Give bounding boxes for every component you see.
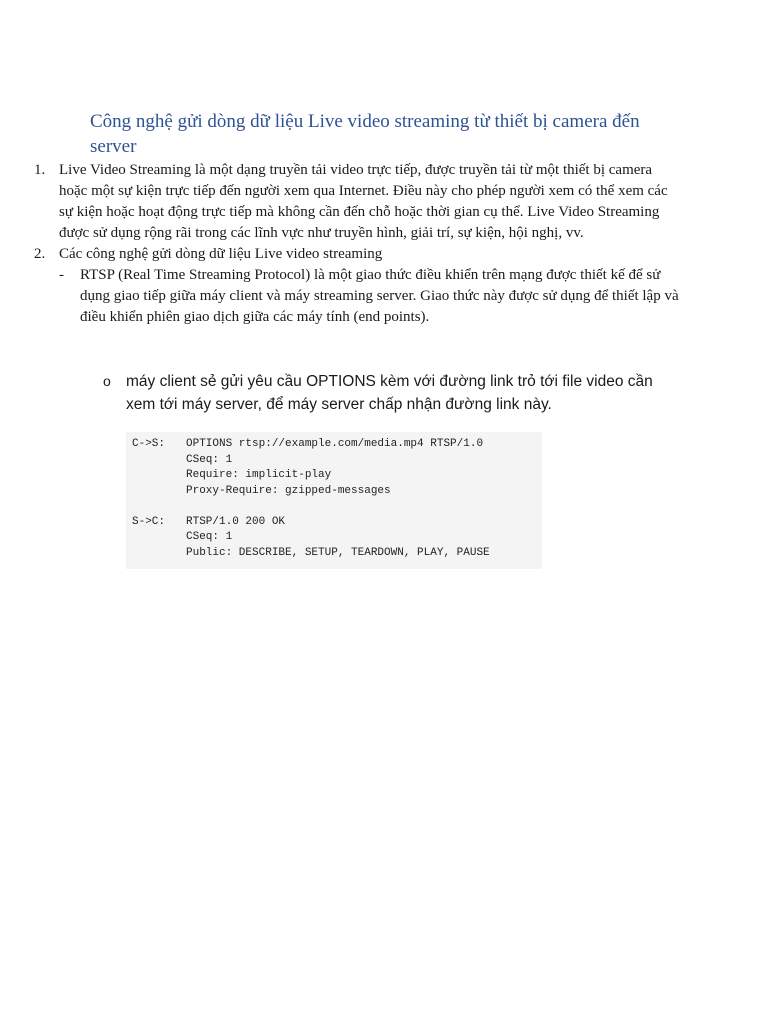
code-line <box>132 515 542 531</box>
sub-bullet-text: máy client sẻ gửi yêu cầu OPTIONS kèm với đường link trỏ tới file video cần xem tới máy server, để máy server chấp nhận đường link này. <box>126 373 653 413</box>
code-line-text: CSeq: 1 <box>186 453 233 466</box>
code-line <box>132 484 542 500</box>
code-line <box>132 468 542 484</box>
dash-marker: - <box>59 267 64 283</box>
page-title: Công nghệ gửi dòng dữ liệu Live video streaming từ thiết bị camera đến server <box>90 111 640 157</box>
code-line <box>132 437 542 453</box>
list-number: 2. <box>34 246 46 262</box>
code-line-text: RTSP/1.0 200 OK <box>186 515 286 528</box>
list-item-text: Live Video Streaming là một dạng truyền tải video trực tiếp, được truyền tải từ một thiết bị camera hoặc một sự kiện trực tiếp đến người xem qua Internet. Điều này cho phép người xem có thể xem các sự kiện hoặc hoạt động trực tiếp mà không cần đến chỗ hoặc thời gian cụ thể. Live Video Streaming được sử dụng rộng rãi trong các lĩnh vực như truyền hình, giải trí, sự kiện, hội nghị, vv. <box>59 162 668 241</box>
code-line-text: OPTIONS rtsp://example.com/media.mp4 RTSP/1.0 <box>186 438 484 450</box>
dash-item-text: RTSP (Real Time Streaming Protocol) là một giao thức điều khiển trên mạng được thiết kế để sử dụng giao tiếp giữa máy client và máy streaming server. Giao thức này được sử dụng để thiết lập và điều khiển phiên giao dịch giữa các máy tính (end points). <box>80 267 679 325</box>
code-block <box>126 432 542 569</box>
circle-bullet-icon: o <box>103 373 111 389</box>
list-item <box>34 244 684 265</box>
code-line <box>132 546 542 562</box>
list-number: 1. <box>34 162 46 178</box>
code-line <box>132 530 542 546</box>
list-item <box>34 160 684 244</box>
code-line <box>132 453 542 469</box>
code-line-text: Public: DESCRIBE, SETUP, TEARDOWN, PLAY, PAUSE <box>186 546 490 559</box>
code-line-text: Proxy-Require: gzipped-messages <box>186 484 391 497</box>
sub-bullet-item <box>103 370 683 416</box>
dash-list-item <box>59 265 684 328</box>
code-line-text: Require: implicit-play <box>186 469 332 481</box>
list-item-text: Các công nghệ gửi dòng dữ liệu Live video streaming <box>59 246 383 262</box>
code-direction-label: C->S: <box>132 438 166 450</box>
code-line-text: CSeq: 1 <box>186 531 233 543</box>
numbered-list <box>34 160 684 328</box>
code-direction-label: S->C: <box>132 515 166 528</box>
